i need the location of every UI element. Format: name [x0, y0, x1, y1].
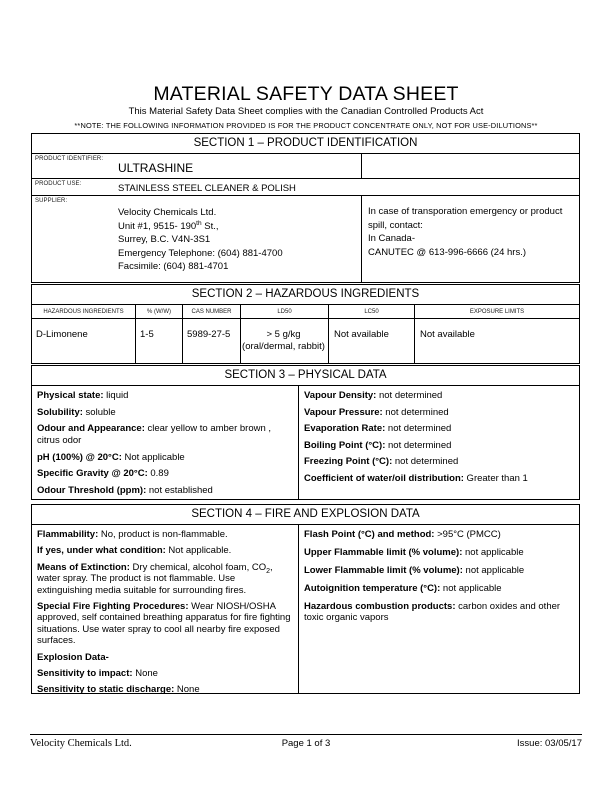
col-header-hazardous-ingredients: HAZARDOUS INGREDIENTS	[32, 305, 136, 318]
special-fire-fighting-procedures	[37, 601, 293, 647]
section4-body	[32, 525, 579, 696]
section4-fire-explosion-data	[31, 504, 580, 694]
odour-and-appearance	[37, 423, 293, 447]
if-yes-condition	[37, 545, 293, 556]
section4-right-column	[299, 525, 579, 693]
emergency-line: In case of transporation emergency or product	[368, 206, 563, 217]
vapour-pressure	[304, 407, 574, 419]
section2-title: SECTION 2 – HAZARDOUS INGREDIENTS	[32, 285, 579, 305]
field-label: Solubility:	[37, 406, 83, 418]
field-label: Means of Extinction:	[37, 561, 130, 573]
physical-state	[37, 390, 293, 402]
field-value: not determined	[385, 423, 452, 434]
section1-product-identification	[31, 133, 580, 283]
emergency-contact-cell	[362, 196, 579, 282]
sensitivity-to-static-discharge	[37, 684, 293, 695]
document-header	[0, 84, 612, 131]
freezing-point	[304, 456, 574, 468]
specific-gravity	[37, 468, 293, 480]
field-label: Vapour Density:	[304, 390, 377, 401]
field-label: Freezing Point (°C):	[304, 456, 393, 467]
field-label: If yes, under what condition:	[37, 545, 166, 557]
field-value: not applicable	[440, 582, 502, 594]
field-label: Vapour Pressure:	[304, 406, 383, 418]
boiling-point	[304, 440, 574, 452]
product-use-row	[32, 179, 579, 196]
lower-flammable-limit	[304, 565, 574, 576]
supplier-cell	[32, 196, 362, 282]
sensitivity-to-impact	[37, 668, 293, 679]
evaporation-rate	[304, 423, 574, 435]
field-value: None	[132, 668, 158, 680]
ingredient-table-row	[32, 319, 579, 363]
document-body	[31, 133, 580, 694]
ingredients-header-row	[32, 305, 579, 319]
field-value: None	[174, 684, 200, 696]
section3-title: SECTION 3 – PHYSICAL DATA	[32, 366, 579, 386]
field-label: Upper Flammable limit (% volume):	[304, 546, 463, 558]
field-label: Evaporation Rate:	[304, 423, 386, 434]
supplier-street-suffix: St.,	[201, 220, 219, 232]
field-label: Sensitivity to static discharge:	[37, 684, 175, 696]
product-identifier-value: ULTRASHINE	[118, 161, 194, 175]
product-identifier-row	[32, 154, 579, 179]
field-value: Wear NIOSH/OSHA approved, self contained breathing apparatus for fire fighting situations. Use water spray to cool all nearby fire exposed surfaces.	[37, 601, 291, 647]
section3-body	[32, 386, 579, 499]
field-value: carbon oxides and other toxic organic vapors	[304, 600, 561, 624]
field-label: Special Fire Fighting Procedures:	[37, 601, 189, 613]
page-subtitle: This Material Safety Data Sheet complies with the Canadian Controlled Products Act	[128, 106, 484, 117]
ld50-cell	[241, 319, 329, 363]
footer-page-number: Page 1 of 3	[281, 738, 331, 749]
odour-threshold	[37, 485, 293, 497]
field-value: not determined	[376, 390, 443, 401]
supplier-street	[118, 220, 361, 234]
field-label: Hazardous combustion products:	[304, 600, 456, 612]
field-label: Coefficient of water/oil distribution:	[304, 472, 464, 484]
field-value: not determined	[385, 439, 452, 451]
page-footer	[30, 734, 582, 749]
product-identifier-cell	[32, 154, 362, 178]
flammability	[37, 529, 293, 540]
supplier-street-text: Unit #1, 9515- 190	[118, 220, 197, 232]
field-label: Boiling Point (°C):	[304, 439, 386, 451]
exposure-limits-cell: Not available	[420, 329, 475, 340]
emergency-line: In Canada-	[368, 233, 416, 244]
ld50-qualifier: (oral/dermal, rabbit)	[242, 340, 325, 352]
footer-issue-date: Issue: 03/05/17	[517, 738, 582, 749]
section4-title: SECTION 4 – FIRE AND EXPLOSION DATA	[32, 505, 579, 525]
field-value: not applicable	[462, 546, 524, 558]
page-title: MATERIAL SAFETY DATA SHEET	[153, 83, 459, 105]
field-label: Explosion Data-	[37, 651, 109, 663]
field-value: , water spray. The product is not flammable. Use extinguishing media suitable for surrounding fires.	[37, 561, 273, 596]
supplier-fax: Facsimile: (604) 881-4701	[118, 261, 229, 272]
lc50-cell: Not available	[329, 319, 415, 363]
col-header-exposure-limits: EXPOSURE LIMITS	[469, 309, 525, 315]
field-value: liquid	[103, 390, 129, 401]
section2-hazardous-ingredients	[31, 284, 580, 364]
field-label: Sensitivity to impact:	[37, 668, 133, 680]
supplier-city: Surrey, B.C. V4N-3S1	[118, 234, 211, 245]
autoignition-temperature	[304, 583, 574, 594]
product-identifier-label: PRODUCT IDENTIFIER:	[35, 156, 104, 162]
product-use-value: STAINLESS STEEL CLEANER & POLISH	[118, 182, 296, 194]
section4-left-column	[32, 525, 299, 696]
product-identifier-empty-cell	[362, 154, 579, 178]
field-value: 0.89	[147, 468, 169, 479]
means-of-extinction	[37, 562, 293, 596]
col-header-ld50: LD50	[241, 305, 329, 318]
ingredient-name-cell: D-Limonene	[32, 319, 136, 363]
field-value: Not applicable	[121, 451, 185, 463]
field-value: Not applicable.	[165, 545, 232, 557]
section3-physical-data	[31, 365, 580, 500]
cas-number-cell: 5989-27-5	[183, 319, 241, 363]
water-oil-coefficient	[304, 473, 574, 485]
field-label: Specific Gravity @ 20°C:	[37, 468, 148, 479]
product-use-label: PRODUCT USE:	[35, 181, 82, 187]
section3-right-column	[299, 386, 579, 499]
field-value: not determined	[382, 406, 449, 418]
field-value: >95°C (PMCC)	[434, 529, 501, 540]
concentrate-note: **NOTE: THE FOLLOWING INFORMATION PROVIDED IS FOR THE PRODUCT CONCENTRATE ONLY, NOT FOR USE-DILUTIONS**	[74, 121, 538, 130]
emergency-line: spill, contact:	[368, 219, 423, 231]
field-value: soluble	[82, 406, 116, 418]
field-label: Flammability:	[37, 529, 99, 540]
field-value: not applicable	[462, 564, 525, 576]
supplier-label: SUPPLIER:	[35, 198, 68, 204]
field-value: clear yellow to amber brown , citrus odor	[37, 423, 272, 446]
vapour-density	[304, 390, 574, 402]
ph-at-20c	[37, 452, 293, 464]
field-label: Physical state:	[37, 390, 104, 401]
col-header-cas-number: CAS NUMBER	[183, 305, 241, 318]
col-header-lc50: LC50	[329, 305, 415, 318]
field-label: Autoignition temperature (°C):	[304, 582, 441, 594]
field-value: not determined	[392, 456, 459, 467]
field-value: No, product is non-flammable.	[98, 529, 228, 540]
supplier-address	[32, 196, 361, 274]
field-value: Greater than 1	[463, 472, 528, 484]
solubility	[37, 407, 293, 419]
section3-left-column	[32, 386, 299, 499]
emergency-line: CANUTEC @ 613-996-6666 (24 hrs.)	[368, 246, 527, 258]
field-label: Lower Flammable limit (% volume):	[304, 564, 463, 576]
supplier-row	[32, 196, 579, 282]
footer-company: Velocity Chemicals Ltd.	[30, 738, 132, 749]
field-label: Flash Point (°C) and method:	[304, 529, 435, 540]
co2-subscript: 2	[266, 567, 271, 575]
field-label: Odour Threshold (ppm):	[37, 484, 147, 496]
percent-ww-cell: 1-5	[136, 319, 183, 363]
explosion-data	[37, 652, 293, 663]
ld50-value: > 5 g/kg	[266, 329, 301, 340]
upper-flammable-limit	[304, 547, 574, 558]
flash-point	[304, 529, 574, 540]
field-label: pH (100%) @ 20°C:	[37, 451, 122, 463]
field-value: Dry chemical, alcohol foam, CO	[129, 561, 267, 573]
supplier-street-ordinal: th	[196, 219, 202, 227]
supplier-phone: Emergency Telephone: (604) 881-4700	[118, 247, 283, 259]
section1-title: SECTION 1 – PRODUCT IDENTIFICATION	[32, 134, 579, 154]
hazardous-combustion-products	[304, 601, 574, 624]
field-value: not established	[146, 484, 213, 496]
supplier-name: Velocity Chemicals Ltd.	[118, 207, 217, 218]
col-header-percent-ww: % (W/W)	[136, 305, 183, 318]
field-label: Odour and Appearance:	[37, 423, 145, 434]
